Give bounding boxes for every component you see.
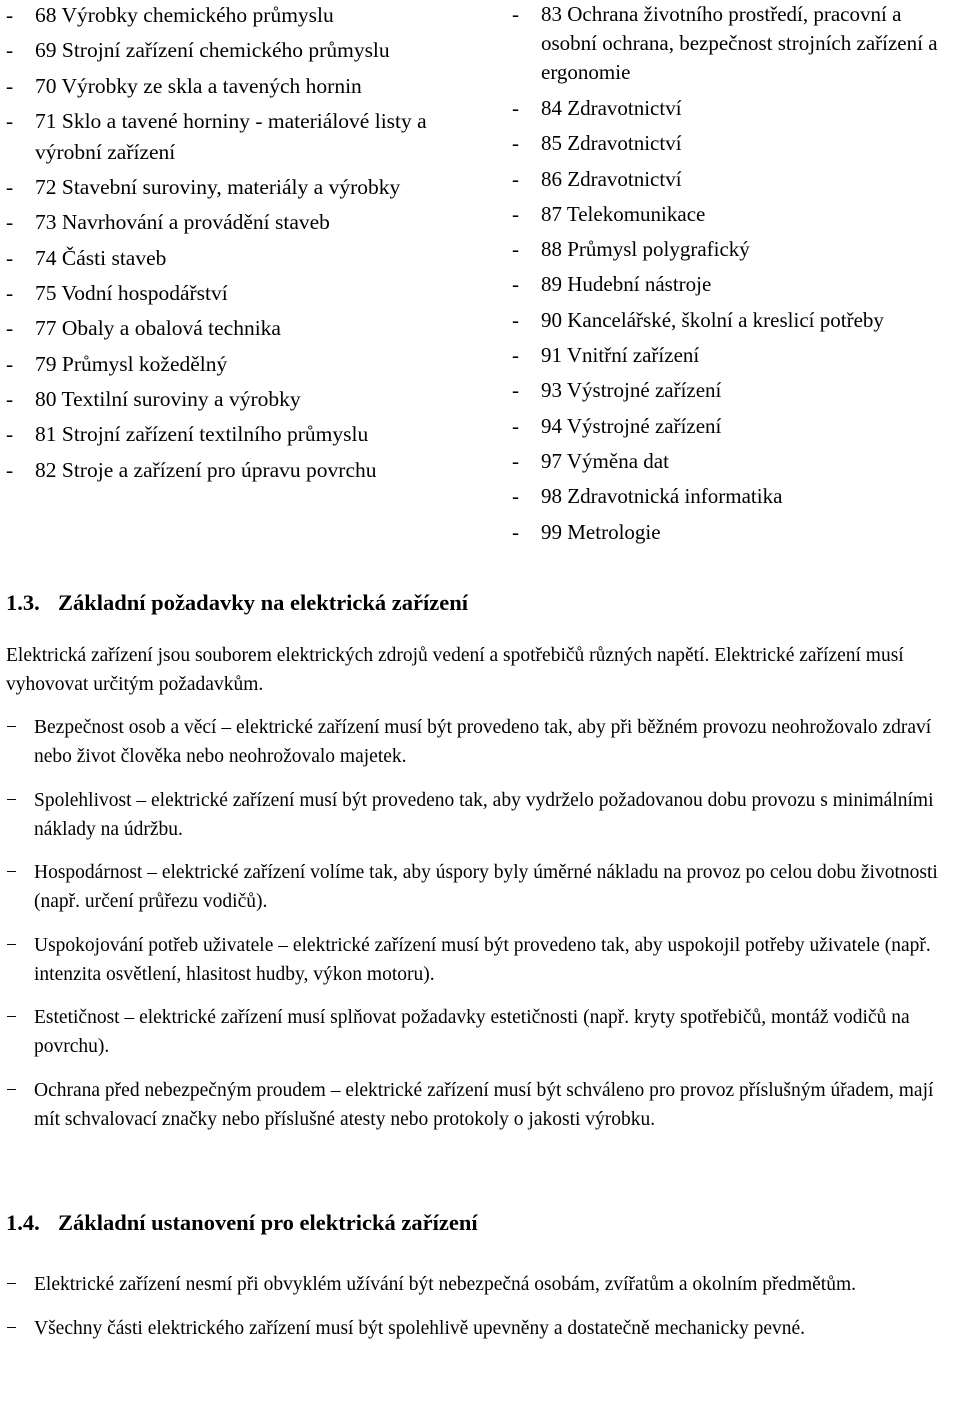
list-dash: - — [6, 175, 14, 200]
list-item-text: 83 Ochrana životního prostředí, pracovní a osobní ochrana, bezpečnost strojních zařízení a ergonomie — [541, 2, 938, 84]
list-dash: - — [512, 343, 519, 368]
list-dash: - — [6, 210, 14, 235]
list-item-text: 81 Strojní zařízení textilního průmyslu — [35, 422, 369, 447]
list-item — [6, 71, 484, 102]
list-item-text: 85 Zdravotnictví — [541, 131, 682, 156]
section-number: 1.4. — [6, 1210, 40, 1235]
list-dash: - — [6, 422, 14, 447]
list-item-text: 89 Hudební nástroje — [541, 272, 712, 297]
list-dash: − — [6, 1007, 17, 1028]
section-title: Základní požadavky na elektrická zařízení — [58, 590, 469, 615]
section-title: Základní ustanovení pro elektrická zařízení — [58, 1210, 478, 1235]
list-dash: - — [512, 272, 519, 297]
list-item — [512, 234, 958, 265]
list-item-text: 86 Zdravotnictví — [541, 166, 682, 191]
list-item-text: 93 Výstrojné zařízení — [541, 378, 722, 403]
list-item-text: 74 Části staveb — [35, 245, 167, 270]
list-item — [512, 128, 958, 159]
list-dash: - — [512, 131, 519, 156]
list-item — [512, 269, 958, 300]
list-item-text: 79 Průmysl kožedělný — [35, 351, 228, 376]
list-item-text: 82 Stroje a zařízení pro úpravu povrchu — [35, 457, 377, 482]
list-item — [6, 858, 958, 916]
list-dash: - — [512, 166, 519, 191]
list-dash: − — [6, 934, 17, 956]
list-item-text: 73 Navrhování a provádění staveb — [35, 210, 330, 235]
list-dash: - — [512, 201, 519, 226]
list-dash: - — [6, 108, 14, 133]
list-item-text: Všechny části elektrického zařízení musí být spolehlivě upevněny a dostatečně mechanicky pevné. — [34, 1317, 806, 1339]
list-item — [6, 1314, 874, 1343]
provisions-list — [6, 1270, 958, 1357]
list-item — [512, 411, 958, 442]
section-number: 1.3. — [6, 590, 40, 615]
list-item — [6, 713, 958, 771]
list-item — [6, 1003, 958, 1061]
list-dash: − — [6, 1274, 17, 1295]
list-item-text: 97 Výměna dat — [541, 448, 669, 473]
list-item-text: 91 Vnitřní zařízení — [541, 343, 700, 368]
left-standards-list — [6, 0, 484, 490]
list-dash: - — [6, 73, 14, 98]
list-item — [6, 313, 484, 344]
list-item — [512, 517, 958, 548]
list-item-text: Estetičnost – elektrické zařízení musí splňovat požadavky estetičnosti (např. kryty spotřebičů, montáž vodičů na povrchu). — [34, 1007, 910, 1057]
list-item-text: 94 Výstrojné zařízení — [541, 413, 722, 438]
list-dash: - — [512, 2, 519, 26]
list-dash: - — [6, 386, 14, 411]
list-dash: − — [6, 789, 17, 811]
list-dash: - — [512, 519, 519, 544]
list-item — [6, 931, 958, 989]
list-item — [512, 481, 958, 512]
list-dash: - — [6, 281, 14, 306]
list-item — [512, 305, 958, 336]
list-item-text: 75 Vodní hospodářství — [35, 281, 228, 306]
list-item-text: 88 Průmysl polygrafický — [541, 237, 750, 262]
list-item — [6, 172, 415, 203]
list-item — [512, 446, 958, 477]
list-item-text: 71 Sklo a tavené horniny - materiálové listy a výrobní zařízení — [35, 108, 427, 164]
list-item-text: Hospodárnost – elektrické zařízení volíme tak, aby úspory byly úměrné nákladu na provoz po celou dobu životnosti (např. určení průřezu vodičů). — [34, 862, 938, 912]
list-item — [6, 786, 958, 844]
list-dash: - — [512, 484, 519, 509]
list-item-text: Uspokojování potřeb uživatele – elektrické zařízení musí být provedeno tak, aby uspokojil potřeby uživatele (např. intenzita osvětlení, hlasitost hudby, výkon motoru). — [34, 934, 931, 985]
list-dash: - — [512, 378, 519, 403]
list-item — [512, 375, 958, 406]
list-dash: - — [512, 448, 519, 473]
list-dash: - — [6, 245, 14, 270]
list-item — [6, 207, 484, 238]
intro-paragraph: Elektrická zařízení jsou souborem elektrických zdrojů vedení a spotřebičů různých napětí. Elektrické zařízení musí vyhovovat určitým požadavkům. — [6, 645, 904, 695]
list-item-text: Ochrana před nebezpečným proudem – elektrické zařízení musí být schváleno pro provoz příslušným úřadem, mají mít schvalovací značky nebo příslušné atesty nebo protokoly o jakosti výrobku. — [34, 1079, 934, 1130]
list-item-text: 84 Zdravotnictví — [541, 96, 682, 120]
list-item — [6, 0, 484, 31]
list-item — [6, 1270, 894, 1299]
list-dash: − — [6, 862, 17, 883]
list-item — [512, 0, 958, 87]
list-item — [6, 278, 484, 309]
list-item-text: 70 Výrobky ze skla a tavených hornin — [35, 73, 362, 98]
right-standards-list — [512, 0, 958, 552]
list-dash: - — [6, 351, 14, 376]
list-item — [512, 199, 958, 230]
list-item-text: 99 Metrologie — [541, 519, 661, 544]
list-item — [6, 35, 484, 66]
section-heading — [6, 588, 468, 618]
section-heading — [6, 1208, 478, 1238]
requirements-list — [6, 713, 958, 1148]
list-item-text: 80 Textilní suroviny a výrobky — [35, 386, 301, 411]
list-dash: - — [512, 96, 519, 120]
list-dash: - — [6, 3, 14, 27]
list-dash: - — [512, 237, 519, 262]
list-item-text: 68 Výrobky chemického průmyslu — [35, 3, 334, 27]
list-item — [6, 106, 455, 168]
list-item-text: Elektrické zařízení nesmí při obvyklém užívání být nebezpečná osobám, zvířatům a okolním předmětům. — [34, 1274, 856, 1295]
list-item — [512, 164, 958, 195]
list-item — [6, 1076, 934, 1134]
list-dash: - — [6, 38, 14, 63]
list-item — [6, 349, 484, 380]
list-item-text: 87 Telekomunikace — [541, 201, 706, 226]
list-dash: - — [512, 307, 519, 332]
list-item-text: 72 Stavební suroviny, materiály a výrobky — [35, 175, 401, 200]
list-item-text: 90 Kancelářské, školní a kreslicí potřeby — [541, 307, 884, 332]
list-item-text: 77 Obaly a obalová technika — [35, 316, 281, 341]
list-item — [6, 419, 484, 450]
list-item — [512, 93, 958, 124]
list-item — [6, 384, 484, 415]
list-item — [512, 340, 958, 371]
list-item — [6, 455, 484, 486]
list-dash: − — [6, 717, 17, 738]
list-item-text: Spolehlivost – elektrické zařízení musí být provedeno tak, aby vydrželo požadovanou dobu provozu s minimálními náklady na údržbu. — [34, 789, 934, 840]
list-item-text: Bezpečnost osob a věcí – elektrické zařízení musí být provedeno tak, aby při běžném provozu neohrožovalo zdraví nebo život člověka nebo neohrožovalo majetek. — [34, 717, 932, 767]
list-dash: − — [6, 1317, 17, 1339]
list-item-text: 98 Zdravotnická informatika — [541, 484, 783, 509]
list-item-text: 69 Strojní zařízení chemického průmyslu — [35, 38, 390, 63]
list-dash: - — [6, 457, 14, 482]
list-dash: - — [6, 316, 14, 341]
list-item — [6, 243, 484, 274]
list-dash: − — [6, 1079, 17, 1101]
list-dash: - — [512, 413, 519, 438]
